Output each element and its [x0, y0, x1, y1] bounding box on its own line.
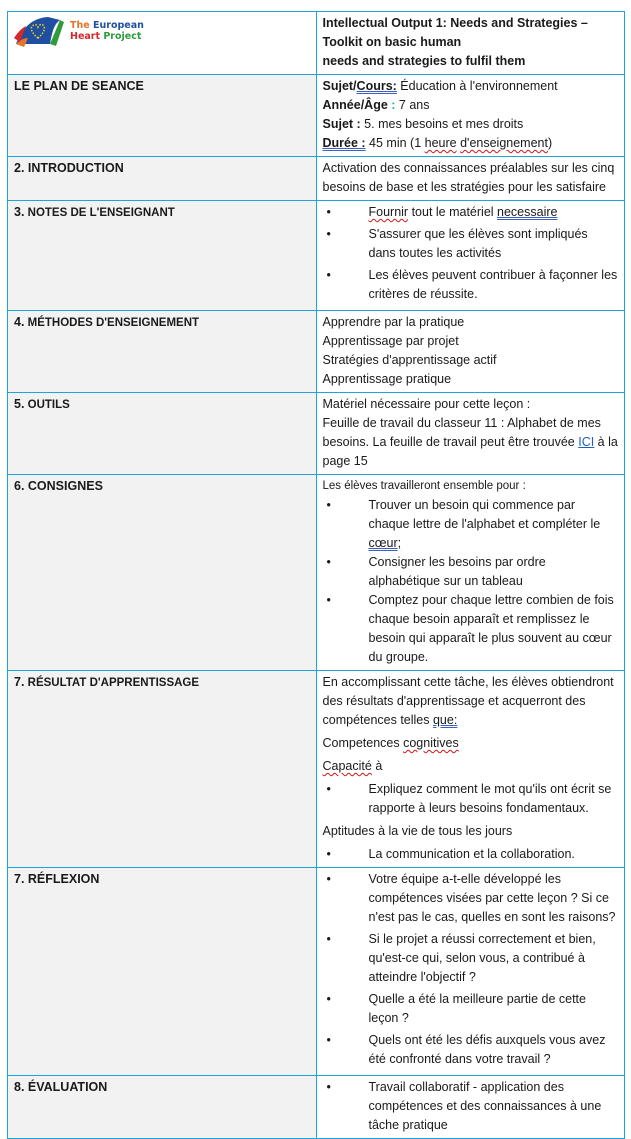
bullet-icon: • — [326, 992, 331, 1006]
evaluation-list — [316, 1076, 625, 1139]
method-item: Apprendre par la pratique — [322, 315, 465, 329]
header-row — [8, 12, 625, 75]
bullet-icon: • — [326, 227, 331, 241]
row-introduction — [8, 157, 625, 201]
list-item: • Comptez pour chaque lettre combien de fois chaque besoin apparaît et remplissez le besoin qui apparaît le plus souvent au cœur du groupe. — [326, 593, 614, 664]
list-item: • S'assurer que les élèves sont impliqués dans toutes les activités — [326, 227, 588, 260]
lesson-plan-details — [316, 75, 625, 157]
list-item: • Votre équipe a-t-elle développé les compétences visées par cette leçon ? Si ce n'est pas le cas, quelles en sont les raisons? — [326, 872, 616, 924]
list-item: • Quels ont été les défis auxquels vous avez été confronté dans votre travail ? — [326, 1033, 606, 1066]
bullet-icon: • — [326, 1080, 331, 1094]
row-label: 8. ÉVALUATION — [8, 1076, 317, 1139]
row-learning-outcomes — [8, 671, 625, 868]
row-label: 4. MÉTHODES D'ENSEIGNEMENT — [8, 311, 317, 393]
subject-course: Sujet/Cours: Éducation à l'environnement — [322, 79, 558, 93]
list-item: • Quelle a été la meilleure partie de cette leçon ? — [326, 992, 586, 1025]
list-item: • Si le projet a réussi correctement et bien, qu'est-ce qui, selon vous, a contribué à atteindre l'objectif ? — [326, 932, 596, 984]
bullet-icon: • — [326, 932, 331, 946]
row-label: 3. NOTES DE L'ENSEIGNANT — [8, 201, 317, 311]
list-item: • Les élèves peuvent contribuer à façonner les critères de réussite. — [326, 268, 618, 301]
row-methods — [8, 311, 625, 393]
list-item: • Fournir tout le matériel necessaire — [323, 203, 619, 222]
method-item: Apprentissage pratique — [322, 372, 452, 386]
heart-flag-icon — [14, 14, 66, 48]
logo-cell — [8, 12, 317, 75]
row-label: LE PLAN DE SEANCE — [8, 75, 317, 157]
method-item: Stratégies d'apprentissage actif — [322, 353, 497, 367]
year-age: Année/Âge : 7 ans — [322, 98, 430, 112]
topic: Sujet : 5. mes besoins et mes droits — [322, 117, 524, 131]
row-tools — [8, 393, 625, 475]
tools-text: Matériel nécessaire pour cette leçon : Feuille de travail du classeur 11 : Alphabet de mes besoins. La feuille de travail peut être trouvée ICI à la page 15 — [316, 393, 625, 475]
learning-outcomes: En accomplissant cette tâche, les élèves obtiendront des résultats d'apprentissage et acquerront des compétences telles que: Competences cognitives Capacité à • Expliquez comment le mot qu'ils ont écrit se rapporte à leurs besoins fondamentaux. Aptitudes à la vie de tous les jours • La communication et la collaboration. — [316, 671, 625, 868]
row-label: 7. RÉSULTAT D'APPRENTISSAGE — [8, 671, 317, 868]
bullet-icon: • — [326, 593, 331, 607]
list-item: • La communication et la collaboration. — [323, 845, 619, 864]
european-heart-project-logo — [14, 14, 310, 48]
list-item: • Trouver un besoin qui commence par chaque lettre de l'alphabet et compléter le cœur; — [326, 498, 601, 550]
worksheet-link[interactable]: ICI — [578, 435, 595, 449]
row-teacher-notes — [8, 201, 625, 311]
row-label: 5. OUTILS — [8, 393, 317, 475]
bullet-icon: • — [326, 498, 331, 512]
bullet-icon: • — [326, 782, 331, 796]
bullet-icon: • — [326, 205, 331, 219]
row-reflection — [8, 868, 625, 1076]
list-item: • Travail collaboratif - application des compétences et des connaissances à une tâche pratique — [326, 1080, 602, 1132]
list-item: • Consigner les besoins par ordre alphabétique sur un tableau — [326, 555, 546, 588]
row-evaluation — [8, 1076, 625, 1139]
row-instructions — [8, 475, 625, 671]
duration: Durée : 45 min (1 heure d'enseignement) — [322, 136, 553, 150]
bullet-icon: • — [326, 555, 331, 569]
bullet-icon: • — [326, 1033, 331, 1047]
instructions-list: Les élèves travailleront ensemble pour : • Trouver un besoin qui commence par chaque lettre de l'alphabet et compléter le cœur; • Consigner les besoins par ordre alphabétique sur un tableau • Comptez pour chaque lettre combien de fois chaque besoin apparaît et remplissez le besoin qui apparaît le plus souvent au cœur du groupe. — [316, 475, 625, 671]
teacher-notes-list — [316, 201, 625, 311]
row-label: 7. RÉFLEXION — [8, 868, 317, 1076]
method-item: Apprentissage par projet — [322, 334, 459, 348]
row-lesson-plan — [8, 75, 625, 157]
document-title: Intellectual Output 1: Needs and Strategies – Toolkit on basic human needs and strategies to fulfil them — [316, 12, 625, 75]
methods-list — [316, 311, 625, 393]
introduction-text: Activation des connaissances préalables sur les cinq besoins de base et les stratégies pour les satisfaire — [316, 157, 625, 201]
row-label: 2. INTRODUCTION — [8, 157, 317, 201]
lesson-plan-table — [7, 11, 625, 1139]
reflection-list — [316, 868, 625, 1076]
bullet-icon: • — [326, 268, 331, 282]
logo-text: The European Heart Project — [70, 20, 144, 42]
bullet-icon: • — [326, 872, 331, 886]
row-label: 6. CONSIGNES — [8, 475, 317, 671]
bullet-icon: • — [326, 847, 331, 861]
list-item: • Expliquez comment le mot qu'ils ont écrit se rapporte à leurs besoins fondamentaux. — [326, 782, 612, 815]
